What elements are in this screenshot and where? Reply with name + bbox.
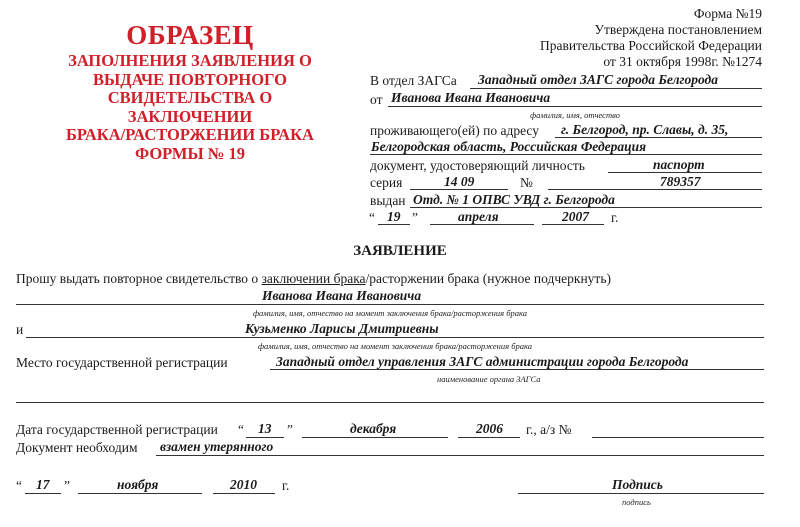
person2-value: Кузьменко Ларисы Дмитриевны bbox=[245, 321, 439, 336]
issued-month: апреля bbox=[458, 209, 499, 224]
number-value: 789357 bbox=[660, 174, 701, 189]
reg-year: 2006 bbox=[476, 421, 503, 436]
to-line bbox=[470, 88, 762, 89]
reg-month: декабря bbox=[350, 421, 397, 436]
person1-line bbox=[16, 304, 764, 305]
request-prefix: Прошу выдать повторное свидетельство о bbox=[16, 271, 262, 286]
person2-caption: фамилия, имя, отчество на момент заключения брака/расторжения брака bbox=[257, 341, 532, 351]
address-value-2: Белгородская область, Российская Федерация bbox=[371, 139, 647, 154]
issued-quote-close: ” bbox=[412, 210, 418, 225]
sample-title: ОБРАЗЕЦ bbox=[126, 20, 254, 50]
sign-day: 17 bbox=[36, 477, 50, 492]
sign-year-line bbox=[213, 493, 275, 494]
id-doc-label: документ, удостоверяющий личность bbox=[370, 158, 585, 173]
sign-year: 2010 bbox=[230, 477, 257, 492]
request-suffix: /расторжении брака (нужное подчеркнуть) bbox=[365, 271, 611, 286]
sample-subtitle-line: СВИДЕТЕЛЬСТВА О bbox=[107, 88, 273, 107]
series-label: серия bbox=[370, 175, 403, 190]
place-caption: наименование органа ЗАГСа bbox=[437, 374, 541, 384]
sample-subtitle-line: ВЫДАЧЕ ПОВТОРНОГО bbox=[93, 69, 287, 89]
from-value: Иванова Ивана Ивановича bbox=[391, 90, 551, 105]
address-value-1: г. Белгород, пр. Славы, д. 35, bbox=[561, 122, 729, 137]
id-doc-value: паспорт bbox=[653, 157, 705, 172]
and-label: и bbox=[16, 322, 24, 337]
to-label: В отдел ЗАГСа bbox=[370, 73, 457, 88]
reg-month-line bbox=[302, 437, 448, 438]
sample-subtitle-line: ЗАКЛЮЧЕНИИ bbox=[127, 106, 253, 126]
reg-quote-close: ” bbox=[287, 422, 293, 437]
request-underlined: заключении брака bbox=[261, 271, 366, 286]
reg-date-label: Дата государственной регистрации bbox=[16, 422, 218, 437]
reg-day: 13 bbox=[258, 421, 272, 436]
issued-year-suffix: г. bbox=[611, 210, 619, 225]
sign-day-line bbox=[25, 493, 61, 494]
to-value: Западный отдел ЗАГС города Белгорода bbox=[478, 72, 718, 87]
request-text bbox=[16, 271, 611, 287]
reg-year-line bbox=[458, 437, 520, 438]
sign-month: ноября bbox=[117, 477, 159, 492]
approval-line-1: Утверждена постановлением bbox=[594, 22, 762, 37]
approval-line-2: Правительства Российской Федерации bbox=[540, 38, 762, 53]
reg-quote-open: “ bbox=[238, 422, 244, 437]
number-label: № bbox=[520, 175, 533, 190]
series-value: 14 09 bbox=[444, 174, 475, 189]
form-number: Форма №19 bbox=[693, 6, 762, 21]
signature-line bbox=[518, 493, 764, 494]
needed-value: взамен утерянного bbox=[160, 439, 274, 454]
reg-suffix: г., а/з № bbox=[526, 422, 572, 437]
person1-value: Иванова Ивана Ивановича bbox=[262, 288, 422, 303]
address-label: проживающего(ей) по адресу bbox=[370, 123, 539, 138]
from-line bbox=[388, 106, 762, 107]
sign-month-line bbox=[78, 493, 202, 494]
issued-value: Отд. № 1 ОПВС УВД г. Белгорода bbox=[413, 192, 615, 207]
sample-subtitle-line: БРАКА/РАСТОРЖЕНИИ БРАКА bbox=[66, 125, 314, 144]
needed-line bbox=[156, 455, 764, 456]
place-line-2 bbox=[16, 402, 764, 403]
number-line bbox=[548, 189, 762, 190]
issued-label: выдан bbox=[370, 193, 406, 208]
from-caption: фамилия, имя, отчество bbox=[530, 110, 620, 120]
reg-day-line bbox=[246, 437, 284, 438]
sample-subtitle bbox=[40, 52, 340, 163]
from-label: от bbox=[370, 92, 383, 107]
sample-subtitle-line: ЗАПОЛНЕНИЯ ЗАЯВЛЕНИЯ О bbox=[68, 51, 312, 70]
sample-subtitle-line: ФОРМЫ № 19 bbox=[134, 143, 246, 163]
sign-year-suffix: г. bbox=[282, 478, 290, 493]
issued-day: 19 bbox=[387, 209, 401, 224]
issued-year: 2007 bbox=[562, 209, 589, 224]
needed-label: Документ необходим bbox=[16, 440, 138, 455]
sign-quote-close: ” bbox=[64, 478, 70, 493]
person1-caption: фамилия, имя, отчество на момент заключения брака/расторжения брака bbox=[252, 308, 527, 318]
issued-quote-open: “ bbox=[369, 210, 375, 225]
place-value: Западный отдел управления ЗАГС администрации города Белгорода bbox=[276, 354, 689, 369]
approval-line-3: от 31 октября 1998г. №1274 bbox=[603, 54, 762, 69]
signature-value: Подпись bbox=[612, 477, 663, 492]
person2-line bbox=[26, 337, 764, 338]
reg-record-line bbox=[592, 437, 764, 438]
place-label: Место государственной регистрации bbox=[16, 355, 228, 370]
signature-caption: подпись bbox=[622, 497, 651, 507]
statement-heading: ЗАЯВЛЕНИЕ bbox=[353, 243, 447, 259]
sign-quote-open: “ bbox=[16, 478, 22, 493]
